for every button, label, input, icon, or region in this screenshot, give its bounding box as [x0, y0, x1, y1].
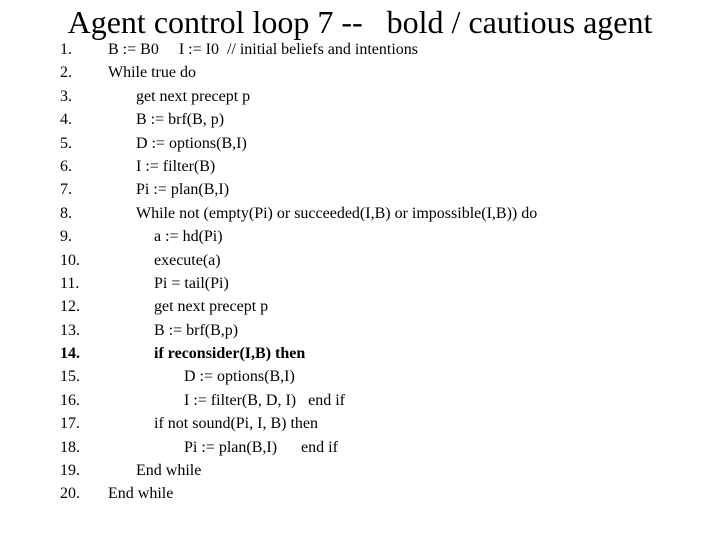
line-number: 2. [60, 64, 72, 82]
line-code: B := brf(B,p) [154, 321, 239, 339]
code-line [0, 482, 720, 505]
code-line [0, 38, 720, 61]
line-number: 18. [60, 438, 80, 456]
line-number: 12. [60, 298, 80, 316]
line-code: I := filter(B) [136, 157, 216, 175]
line-number: 19. [60, 462, 80, 480]
line-code: B := brf(B, p) [136, 111, 225, 129]
line-code: if not sound(Pi, I, B) then [154, 415, 318, 433]
line-number: 1. [60, 41, 72, 58]
code-line [0, 249, 720, 272]
line-number: 8. [60, 204, 72, 222]
line-code: While true do [108, 64, 196, 82]
line-code: End while [136, 462, 202, 480]
code-line [0, 436, 720, 459]
line-number: 4. [60, 111, 72, 129]
line-number: 5. [60, 134, 72, 152]
line-code: Pi := plan(B,I) [136, 181, 230, 199]
code-line [0, 295, 720, 318]
line-code: execute(a) [154, 251, 221, 269]
line-code: D := options(B,I) [136, 134, 247, 152]
code-line [0, 365, 720, 388]
line-number: 14. [60, 345, 80, 363]
slide-title: Agent control loop 7 -- bold / cautious agent [67, 4, 653, 40]
code-line [0, 225, 720, 248]
code-line [0, 85, 720, 108]
line-code: End while [108, 485, 174, 503]
code-line [0, 61, 720, 84]
line-code: Pi := plan(B,I) end if [184, 438, 338, 456]
code-line [0, 342, 720, 365]
line-code: get next precept p [136, 87, 251, 105]
line-number: 17. [60, 415, 80, 433]
pseudocode-listing [0, 38, 720, 506]
line-number: 7. [60, 181, 72, 199]
line-code: Pi = tail(Pi) [154, 274, 229, 292]
line-code: a := hd(Pi) [154, 228, 223, 246]
line-number: 16. [60, 391, 80, 409]
code-line [0, 459, 720, 482]
line-code: get next precept p [154, 298, 269, 316]
code-line [0, 155, 720, 178]
code-line [0, 319, 720, 342]
code-line [0, 389, 720, 412]
code-line [0, 272, 720, 295]
code-line [0, 178, 720, 201]
line-number: 11. [60, 274, 80, 292]
line-number: 13. [60, 321, 80, 339]
line-number: 3. [60, 87, 72, 105]
line-code: While not (empty(Pi) or succeeded(I,B) or impossible(I,B)) do [136, 204, 538, 222]
line-code: if reconsider(I,B) then [154, 345, 306, 363]
code-line [0, 132, 720, 155]
line-code: D := options(B,I) [184, 368, 295, 386]
line-number: 6. [60, 157, 72, 175]
line-code: I := filter(B, D, I) end if [184, 391, 345, 409]
line-number: 10. [60, 251, 80, 269]
line-number: 15. [60, 368, 80, 386]
code-line [0, 412, 720, 435]
code-line [0, 202, 720, 225]
line-code: B := B0 I := I0 // initial beliefs and intentions [108, 41, 419, 58]
code-line [0, 108, 720, 131]
line-number: 9. [60, 228, 72, 246]
line-number: 20. [60, 485, 80, 503]
